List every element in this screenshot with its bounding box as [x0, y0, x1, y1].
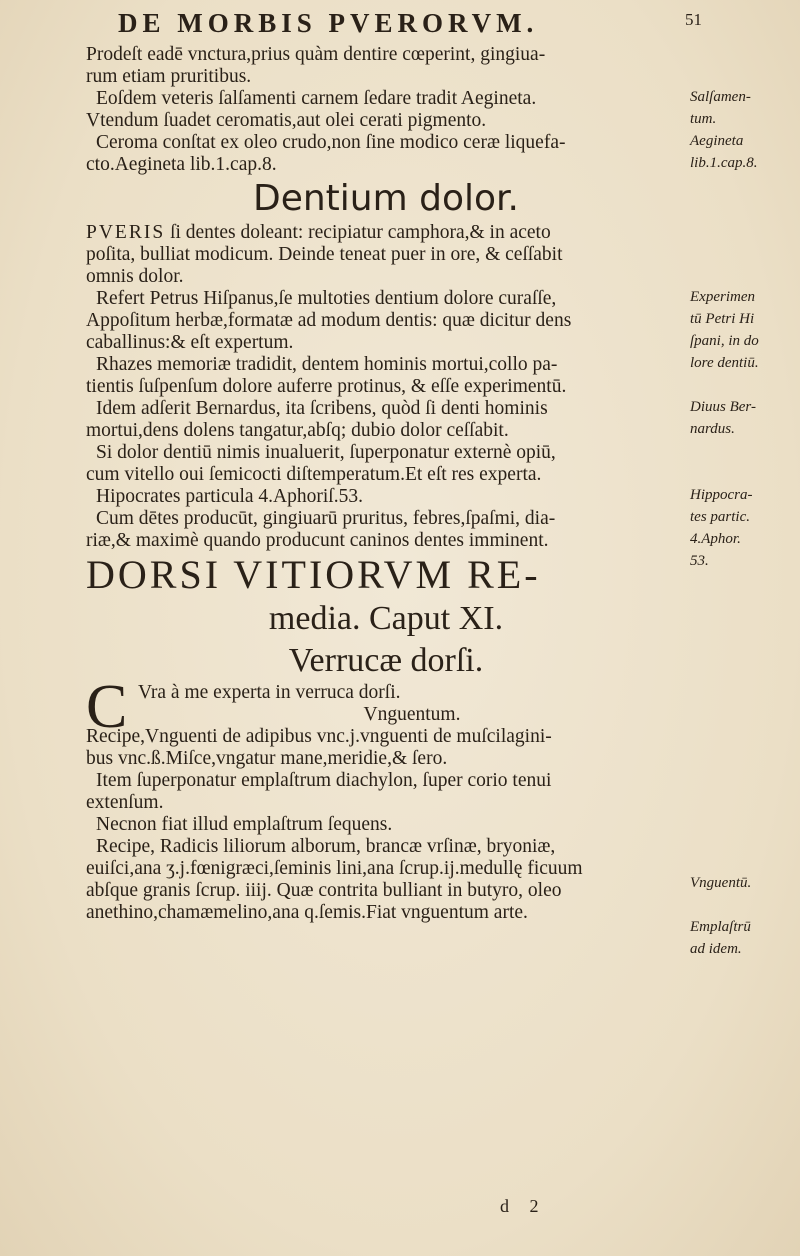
text-line: anethino,chamæmelino,ana q.ſemis.Fiat vnguentum arte.: [86, 902, 528, 923]
text-line: extenſum.: [86, 792, 164, 813]
margin-note: Diuus Ber-: [690, 399, 756, 415]
section-heading: Dentium dolor.: [253, 178, 519, 219]
margin-note: 4.Aphor.: [690, 531, 741, 547]
text-line: Recipe, Radicis liliorum alborum, brancæ vrſinæ, bryoniæ,: [96, 836, 556, 857]
margin-note: Salſamen-: [690, 89, 751, 105]
text-line: Refert Petrus Hiſpanus,ſe multoties dentium dolore curaſſe,: [96, 288, 557, 309]
text-line: Ceroma conſtat ex oleo crudo,non ſine modico ceræ liquefa-: [96, 132, 566, 153]
text-line-rest: ſi dentes doleant: recipiatur camphora,& in aceto: [165, 222, 551, 243]
margin-note: tes partic.: [690, 509, 750, 525]
text-line: Recipe,Vnguenti de adipibus vnc.j.vnguenti de muſcilagini-: [86, 726, 552, 747]
margin-note: Hippocra-: [690, 487, 753, 503]
text-line: Cum dētes producūt, gingiuarū pruritus, febres,ſpaſmi, dia-: [96, 508, 556, 529]
text-line: Hipocrates particula 4.Aphoriſ.53.: [96, 486, 363, 507]
text-line: caballinus:& eſt expertum.: [86, 332, 294, 353]
text-line: cum vitello oui ſemicocti diſtemperatum.Et eſt res experta.: [86, 464, 542, 485]
text-line: [86, 222, 686, 244]
margin-note: Aegineta: [690, 133, 744, 149]
margin-note: ad idem.: [690, 941, 742, 957]
running-title: DE MORBIS PVERORVM.: [118, 8, 539, 38]
chapter-heading-cont: media. Caput XI.: [268, 600, 504, 637]
text-line: Idem adſerit Bernardus, ita ſcribens, quòd ſi denti hominis: [96, 398, 548, 419]
page-number: 51: [685, 10, 702, 29]
margin-note: tū Petri Hi: [690, 311, 755, 327]
text-line: cto.Aegineta lib.1.cap.8.: [86, 154, 277, 175]
text-line: Vtendum ſuadet ceromatis,aut olei cerati pigmento.: [86, 110, 487, 131]
text-line: Prodeſt eadē vnctura,prius quàm dentire cœperint, gingiua-: [86, 44, 546, 65]
text-line: Necnon fiat illud emplaſtrum ſequens.: [96, 814, 393, 835]
chapter-heading: DORSI VITIORVM RE-: [86, 552, 541, 597]
main-text: [86, 44, 686, 924]
text-line: euiſci,ana ʒ.j.fœnigræci,ſeminis lini,ana ſcrup.ij.medullę ficuum: [86, 858, 583, 879]
catchword: d 2: [500, 1196, 547, 1216]
text-line: bus vnc.ß.Miſce,vngatur mane,meridie,& ſero.: [86, 748, 448, 769]
text-line: poſita, bulliat modicum. Deinde teneat puer in ore, & ceſſabit: [86, 244, 563, 265]
section-heading: Verrucæ dorſi.: [288, 642, 484, 679]
text-line: Rhazes memoriæ tradidit, dentem hominis mortui,collo pa-: [96, 354, 558, 375]
margin-note: tum.: [690, 111, 717, 127]
text-line: Si dolor dentiū nimis inualuerit, ſuperponatur externè opiū,: [96, 442, 556, 463]
sub-heading: Vnguentum.: [363, 704, 461, 725]
text-line: abſque granis ſcrup. iiij. Quæ contrita bulliant in butyro, oleo: [86, 880, 562, 901]
margin-note: Vnguentū.: [690, 875, 752, 891]
text-line: Eoſdem veteris ſalſamenti carnem ſedare tradit Aegineta.: [96, 88, 537, 109]
page-header: [88, 8, 702, 42]
lead-word: PVERIS: [86, 222, 166, 243]
text-line: mortui,dens dolens tangatur,abſq; dubio dolor ceſſabit.: [86, 420, 509, 441]
margin-note: Emplaſtrū: [690, 919, 751, 935]
margin-note: 53.: [690, 553, 709, 569]
text-line: rum etiam pruritibus.: [86, 66, 252, 87]
drop-capital: C: [86, 673, 128, 741]
text-line: Vra à me experta in verruca dorſi.: [138, 682, 401, 703]
margin-note: lore dentiū.: [690, 355, 759, 371]
text-line: omnis dolor.: [86, 266, 184, 287]
text-line: Item ſuperponatur emplaſtrum diachylon, ſuper corio tenui: [96, 770, 552, 791]
margin-note: ſpani, in do: [690, 333, 759, 349]
text-line: Appoſitum herbæ,formatæ ad modum dentis: quæ dicitur dens: [86, 310, 572, 331]
text-line: tientis ſuſpenſum dolore auferre protinus, & eſſe experimentū.: [86, 376, 567, 397]
margin-note: lib.1.cap.8.: [690, 155, 758, 171]
text-line: riæ,& maximè quando producunt caninos dentes imminent.: [86, 530, 549, 551]
margin-note: nardus.: [690, 421, 735, 437]
margin-note: Experimen: [690, 289, 755, 305]
